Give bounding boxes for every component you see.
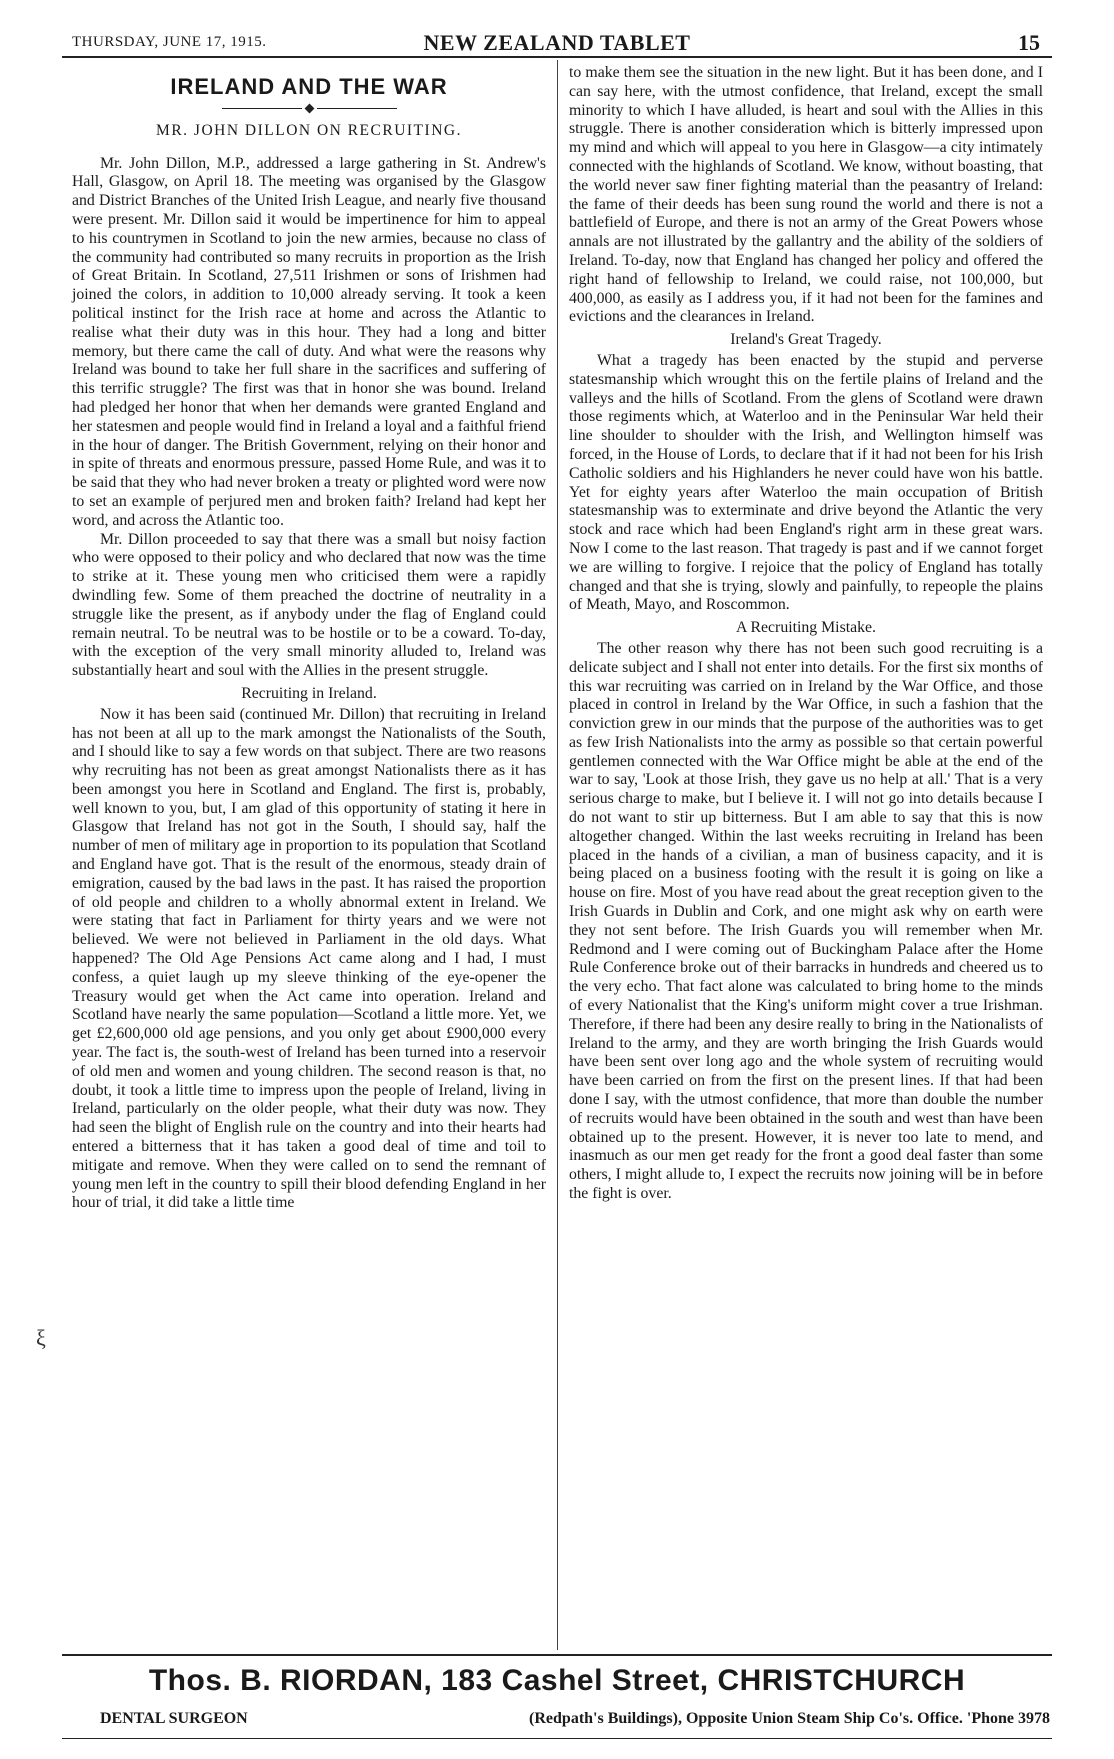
left-column bbox=[72, 64, 546, 1213]
paragraph-faction: Mr. Dillon proceeded to say that there was a small but noisy faction who were opposed to their policy and who declared that now was the time to strike at it. These young men who criticised them were a rapidly dwindling few. Some of them preached the doctrine of neutrality in a struggle like the present, as if anybody under the flag of England could remain neutral. To be neutral was to be hostile or to be a coward. To-day, with the exception of the very small minority alluded to, Ireland was substantially heart and soul with the Allies in the present struggle. bbox=[72, 530, 546, 680]
column-divider bbox=[557, 60, 558, 1650]
article-subtitle: MR. JOHN DILLON ON RECRUITING. bbox=[156, 121, 462, 139]
header-rule bbox=[62, 56, 1052, 58]
advert-headline: Thos. B. RIORDAN, 183 Cashel Street, CHRISTCHURCH bbox=[148, 1664, 966, 1697]
advert-profession: DENTAL SURGEON bbox=[100, 1710, 248, 1727]
subhead-tragedy: Ireland's Great Tragedy. bbox=[730, 331, 882, 349]
paragraph-recruiting: Now it has been said (continued Mr. Dillon) that recruiting in Ireland has not been at all up to the mark amongst the Nationalists of the South, and I should like to say a few words on that subject. There are two reasons why recruiting has not been as great amongst Nationalists there as it has been amongst you here in Scotland and England. The first is, probably, well known to you, but, I am glad of this opportunity of stating it here in Glasgow that Ireland has not got in the South, I should say, half the number of men of military age in proportion to its population that Scotland and England have got. That is the result of the enormous, steady drain of emigration, caused by the bad laws in the past. It has raised the proportion of old people and children to a wholly abnormal extent in Ireland. We were stating that fact in Parliament for thirty years and we were not believed. We were not believed in Parliament in the old days. What happened? The Old Age Pensions Act came along and I had, I must confess, a quiet laugh up my sleeve thinking of the eye-opener the Treasury would get when the Act came into operation. Ireland and Scotland have nearly the same population—Scotland a little more. Yet, we get £2,600,000 old age pensions, and you only get about £900,000 every year. The fact is, the south-west of Ireland has been turned into a reservoir of old men and women and young children. The second reason is that, no doubt, it took a little time to impress upon the people of Ireland, living in Ireland, particularly on the older people, what their duty was now. They had seen the blight of English rule on the country and into their hearts had entered a bitterness that it has taken a good deal of time and toil to mitigate and remove. When they were called on to send the remnant of young men left in the country to spill their blood defending England in her hour of trial, it did take a little time bbox=[72, 705, 546, 1212]
page-header bbox=[62, 30, 1052, 54]
paragraph-intro: Mr. John Dillon, M.P., addressed a large gathering in St. Andrew's Hall, Glasgow, on April 18. The meeting was organised by the Glasgow and District Branches of the United Irish League, and nearly five thousand were present. Mr. Dillon said it would be impertinence for him to appeal to his countrymen in Scotland to join the new armies, because no class of the community had contributed so many recruits in proportion as the Irish of Great Britain. In Scotland, 27,511 Irishmen or sons of Irishmen had joined the colors, in addition to 10,000 already serving. It took a keen political instinct for the Irish race at home and across the Atlantic to realise what their duty was in this hour. They had a long and bitter memory, but there came the call of duty. And what were the reasons why Ireland was bound to take her full share in the sacrifices and suffering of this terrific struggle? The first was that in honor she was bound. Ireland had pledged her honor that when her demands were granted England and her statesmen and people would find in Ireland a loyal and a faithful friend in the hour of danger. The British Government, relying on their honor and in spite of threats and enormous pressure, passed Home Rule, and was it to be said that they who had never broken a treaty or plighted word were now to set an example of perjured men and broken faith? Ireland had kept her word, and across the Atlantic too. bbox=[72, 154, 546, 529]
footer-bottom-rule bbox=[62, 1738, 1052, 1739]
issue-date: THURSDAY, JUNE 17, 1915. bbox=[72, 34, 267, 50]
right-column bbox=[569, 64, 1043, 1204]
advert-subline bbox=[100, 1710, 1050, 1728]
subhead-recruiting: Recruiting in Ireland. bbox=[241, 684, 377, 702]
page-number: 15 bbox=[1018, 30, 1040, 55]
diamond-icon bbox=[304, 103, 314, 113]
publication-title: NEW ZEALAND TABLET bbox=[423, 30, 691, 55]
subhead-mistake: A Recruiting Mistake. bbox=[736, 619, 876, 637]
paragraph-continued: to make them see the situation in the new light. But it has been done, and I can say here, with the utmost confidence, that Ireland, except the small minority to which I have alluded, is heart and soul with the Allies in this struggle. There is another consideration which is bitterly impressed upon my mind and which will appeal to you here in Glasgow—a city intimately connected with the highlands of Scotland. We know, without boasting, that the world never saw finer fighting material than the peasantry of Ireland: the fame of their deeds has been sung round the world and there is not a battlefield of Europe, and there is not an army of the Great Powers whose annals are not illustrated by the gallantry and the ability of the soldiers of Ireland. To-day, now that England has changed her policy and offered the right hand of fellowship to Ireland, we could raise, not 100,000, but 400,000, as easily as I address you, if it had not been for the famines and evictions and the clearances in Ireland. bbox=[569, 64, 1043, 326]
footer-rule bbox=[62, 1654, 1052, 1656]
paragraph-mistake: The other reason why there has not been such good recruiting is a delicate subject and I shall not enter into details. For the first six months of this war recruiting was carried on in Ireland by the War Office, and those placed in control in Ireland by the War Office, in such a fashion that the conviction grew in our minds that the purpose of the authorities was to get as few Irish Nationalists into the army as possible so that certain powerful gentlemen connected with the War Office might be able at the end of the war to say, 'Look at those Irish, they gave us no help at all.' That is a very serious charge to make, but I believe it. I will not go into details because I do not want to stir up bitterness. But I am able to say that this is now altogether changed. Within the last weeks recruiting in Ireland has been placed in the hands of a civilian, a man of business capacity, and it is being placed on a business footing with the result it is going on like a house on fire. Most of you have read about the great reception given to the Irish Guards in Dublin and Cork, and one might ask why on earth were they not sent before. The Irish Guards you will remember when Mr. Redmond and I were coming out of Buckingham Palace after the Home Rule Conference broke out of their barracks in hundreds and cheered us to the very echo. That fact alone was calculated to bring home to the minds of every Nationalist that the King's uniform might cover a true Irishman. Therefore, if there had been any desire really to bring in the Nationalists of Ireland to the army, and they are worth bringing the Irish Guards would have been sent over long ago and the whole system of recruiting would have been carried on from the first on the present lines. If that had been done I say, with the utmost confidence, that more than double the number of recruits would have been obtained in the south and west than have been obtained up to the present. However, it is never too late to mend, and inasmuch as our men get ready for the front a good deal faster than some others, I might allude to, I expect the recruits now joining will be in before the fight is over. bbox=[569, 639, 1043, 1203]
advert-address: (Redpath's Buildings), Opposite Union Steam Ship Co's. Office. 'Phone 3978 bbox=[529, 1710, 1050, 1727]
article-title: IRELAND AND THE WAR bbox=[170, 74, 448, 99]
title-ornament bbox=[72, 105, 546, 112]
paragraph-tragedy: What a tragedy has been enacted by the stupid and perverse statesmanship which wrought this on the fertile plains of Ireland and the valleys and the hills of Scotland. From the glens of Scotland were drawn those regiments which, at Waterloo and in the Peninsular War held their line shoulder to shoulder with the Irish, and Wellington himself was forced, in the House of Lords, to declare that if it had not been for his Irish Catholic soldiers and his Highlanders he never could have won his battle. Yet for eighty years after Waterloo the main occupation of British statesmanship was to exterminate and drive beyond the Atlantic the very stock and race which had been England's right arm in these great wars. Now I come to the last reason. That tragedy is past and if we cannot forget we are willing to forgive. I rejoice that the policy of England has totally changed and that she is trying, slowly and painfully, to repeople the plains of Meath, Mayo, and Roscommon. bbox=[569, 351, 1043, 614]
margin-mark: ξ bbox=[36, 1325, 46, 1350]
